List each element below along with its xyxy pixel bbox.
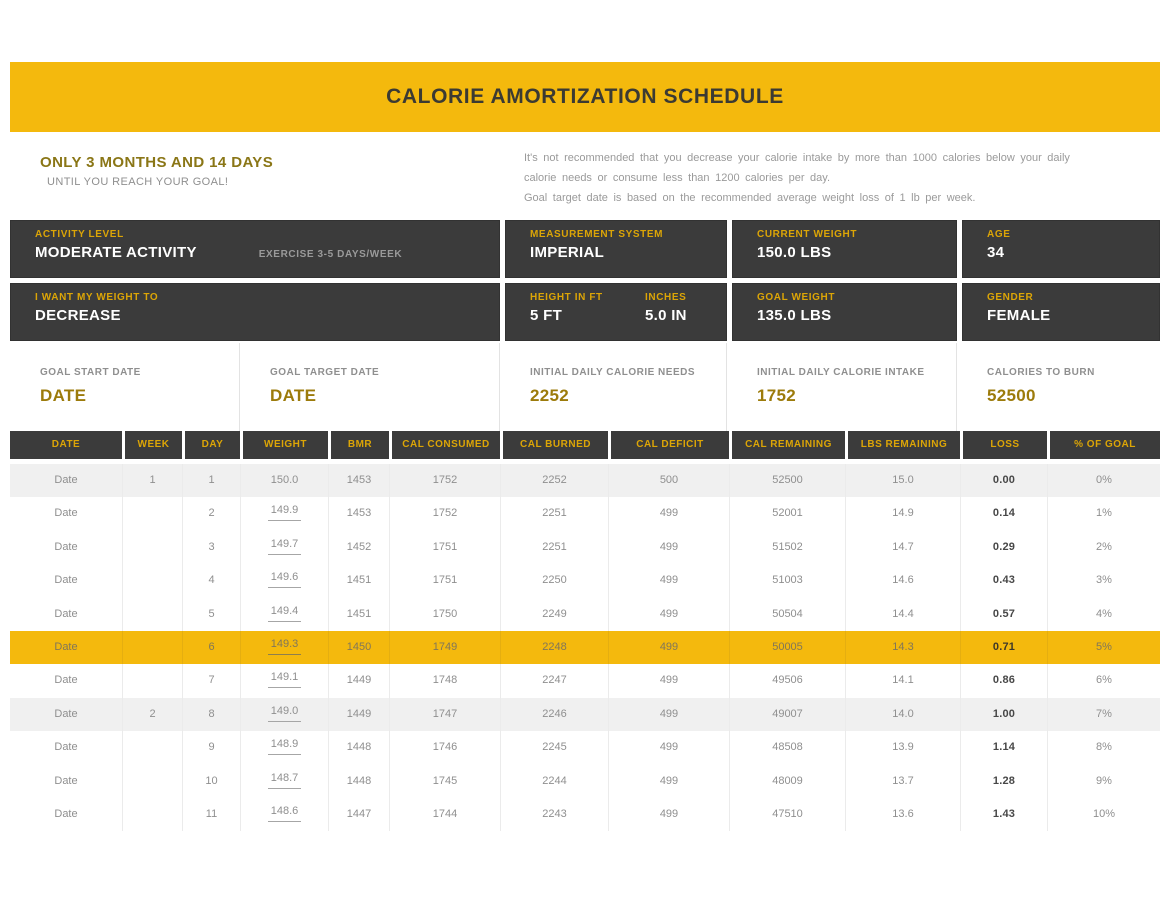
cell-day: 2	[182, 497, 240, 530]
cell-weight[interactable]	[240, 731, 328, 764]
cell-loss: 1.28	[960, 765, 1047, 798]
calories-to-burn-cell	[957, 343, 1160, 431]
weight-entry[interactable]: 148.6	[268, 801, 302, 822]
cell-cal-consumed: 1747	[389, 698, 500, 731]
col-header-date: DATE	[10, 431, 122, 459]
cell-cal-consumed: 1745	[389, 765, 500, 798]
col-header-lbs-remaining: LBS REMAINING	[845, 431, 960, 459]
col-header-weight: WEIGHT	[240, 431, 328, 459]
summary-row	[10, 343, 1160, 431]
cell-bmr: 1453	[328, 497, 389, 530]
cell-cal-burned: 2244	[500, 765, 608, 798]
cell-cal-remaining: 50005	[729, 631, 845, 664]
cell-day: 5	[182, 598, 240, 631]
cell-weight[interactable]	[240, 564, 328, 597]
current-weight-value[interactable]: 150.0 LBS	[757, 244, 832, 261]
cell-bmr: 1449	[328, 698, 389, 731]
cell-cal-deficit: 499	[608, 564, 729, 597]
cell-cal-deficit: 499	[608, 598, 729, 631]
initial-calorie-needs-value: 2252	[530, 386, 570, 405]
cell-lbs-remaining: 14.9	[845, 497, 960, 530]
cell-day: 6	[182, 631, 240, 664]
cell-week	[122, 731, 182, 764]
cell-cal-burned: 2248	[500, 631, 608, 664]
cell-week	[122, 598, 182, 631]
cell-cal-remaining: 47510	[729, 798, 845, 831]
disclaimer-line: It's not recommended that you decrease your calorie intake by more than 1000 calories below your daily	[524, 152, 1070, 164]
cell-pct-of-goal: 9%	[1047, 765, 1160, 798]
activity-level-label: ACTIVITY LEVEL	[35, 229, 124, 240]
cell-day: 10	[182, 765, 240, 798]
cell-lbs-remaining: 14.4	[845, 598, 960, 631]
weight-entry[interactable]: 149.1	[268, 667, 302, 688]
cell-pct-of-goal: 10%	[1047, 798, 1160, 831]
table-row	[10, 464, 1160, 497]
cell-cal-deficit: 499	[608, 731, 729, 764]
cell-pct-of-goal: 3%	[1047, 564, 1160, 597]
age-label: AGE	[987, 229, 1011, 240]
panel-activity-level	[10, 220, 500, 278]
cell-pct-of-goal: 4%	[1047, 598, 1160, 631]
table-row	[10, 765, 1160, 798]
goal-target-date-label: GOAL TARGET DATE	[270, 367, 380, 378]
cell-date[interactable]: Date	[54, 640, 78, 653]
cell-week	[122, 497, 182, 530]
initial-calorie-needs-cell	[500, 343, 727, 431]
cell-cal-consumed: 1752	[389, 497, 500, 530]
table-row	[10, 564, 1160, 597]
cell-cal-remaining: 51003	[729, 564, 845, 597]
panel-height	[505, 283, 727, 341]
cell-bmr: 1451	[328, 598, 389, 631]
gender-value[interactable]: FEMALE	[987, 307, 1051, 324]
cell-cal-consumed: 1751	[389, 531, 500, 564]
height-in-value[interactable]: 5.0 IN	[645, 307, 687, 324]
cell-loss: 0.86	[960, 664, 1047, 697]
page-title: CALORIE AMORTIZATION SCHEDULE	[386, 85, 784, 108]
cell-bmr: 1447	[328, 798, 389, 831]
cell-cal-remaining: 52500	[729, 464, 845, 497]
cell-cal-consumed: 1744	[389, 798, 500, 831]
cell-week	[122, 564, 182, 597]
cell-loss: 1.43	[960, 798, 1047, 831]
cell-pct-of-goal: 8%	[1047, 731, 1160, 764]
cell-loss: 0.57	[960, 598, 1047, 631]
panel-weight-goal	[10, 283, 500, 341]
cell-date[interactable]: Date	[54, 474, 78, 486]
cell-cal-deficit: 499	[608, 664, 729, 697]
col-header--of-goal: % OF GOAL	[1047, 431, 1160, 459]
cell-weight[interactable]	[240, 798, 328, 831]
cell-loss: 0.71	[960, 631, 1047, 664]
weight-entry[interactable]: 149.7	[268, 534, 302, 555]
col-header-week: WEEK	[122, 431, 182, 459]
intro-section	[10, 132, 1160, 218]
cell-pct-of-goal: 1%	[1047, 497, 1160, 530]
height-ft-label: HEIGHT IN FT	[530, 292, 603, 303]
weight-entry[interactable]: 149.6	[268, 567, 302, 588]
cell-cal-deficit: 499	[608, 497, 729, 530]
goal-target-date-cell	[240, 343, 500, 431]
title-banner	[10, 62, 1160, 132]
cell-week: 2	[122, 698, 182, 731]
height-ft-value[interactable]: 5 FT	[530, 307, 563, 324]
goal-countdown-subtitle: UNTIL YOU REACH YOUR GOAL!	[47, 176, 229, 188]
weight-goal-value[interactable]: DECREASE	[35, 307, 121, 324]
cell-cal-deficit: 499	[608, 798, 729, 831]
measurement-system-value[interactable]: IMPERIAL	[530, 244, 605, 261]
cell-bmr: 1450	[328, 631, 389, 664]
goal-countdown-block	[40, 146, 510, 208]
cell-lbs-remaining: 13.7	[845, 765, 960, 798]
cell-date[interactable]: Date	[54, 674, 78, 687]
goal-start-date-cell	[10, 343, 240, 431]
weight-entry[interactable]: 149.4	[268, 601, 302, 622]
cell-pct-of-goal: 5%	[1047, 631, 1160, 664]
cell-week	[122, 531, 182, 564]
disclaimer-line: Goal target date is based on the recommended average weight loss of 1 lb per week.	[524, 192, 976, 204]
cell-cal-remaining: 48508	[729, 731, 845, 764]
cell-cal-consumed: 1748	[389, 664, 500, 697]
weight-entry[interactable]: 148.7	[268, 768, 302, 789]
cell-cal-remaining: 48009	[729, 765, 845, 798]
cell-lbs-remaining: 14.6	[845, 564, 960, 597]
col-header-cal-burned: CAL BURNED	[500, 431, 608, 459]
cell-day: 3	[182, 531, 240, 564]
cell-cal-burned: 2246	[500, 698, 608, 731]
col-header-loss: LOSS	[960, 431, 1047, 459]
table-row	[10, 731, 1160, 764]
cell-cal-remaining: 49007	[729, 698, 845, 731]
gender-label: GENDER	[987, 292, 1034, 303]
initial-calorie-intake-value: 1752	[757, 386, 797, 405]
cell-weight[interactable]	[240, 631, 328, 664]
cell-lbs-remaining: 14.7	[845, 531, 960, 564]
cell-weight[interactable]	[240, 664, 328, 697]
goal-start-date-label: GOAL START DATE	[40, 367, 141, 378]
weight-entry[interactable]: 149.9	[268, 500, 302, 521]
cell-pct-of-goal: 2%	[1047, 531, 1160, 564]
cell-bmr: 1451	[328, 564, 389, 597]
cell-cal-burned: 2252	[500, 464, 608, 497]
settings-panels	[10, 220, 1160, 341]
initial-calorie-intake-cell	[727, 343, 957, 431]
cell-pct-of-goal: 7%	[1047, 698, 1160, 731]
cell-bmr: 1452	[328, 531, 389, 564]
table-row	[10, 631, 1160, 664]
height-in-block	[645, 292, 687, 324]
goal-countdown: ONLY 3 MONTHS AND 14 DAYS	[40, 154, 274, 171]
cell-cal-burned: 2250	[500, 564, 608, 597]
initial-calorie-intake-label: INITIAL DAILY CALORIE INTAKE	[757, 367, 925, 378]
cell-lbs-remaining: 14.3	[845, 631, 960, 664]
cell-cal-remaining: 51502	[729, 531, 845, 564]
initial-calorie-needs-label: INITIAL DAILY CALORIE NEEDS	[530, 367, 696, 378]
cell-cal-consumed: 1749	[389, 631, 500, 664]
cell-date[interactable]: Date	[54, 507, 78, 520]
cell-lbs-remaining: 14.1	[845, 664, 960, 697]
col-header-cal-deficit: CAL DEFICIT	[608, 431, 729, 459]
cell-weight[interactable]	[240, 698, 328, 731]
cell-date[interactable]: Date	[54, 807, 78, 820]
panel-goal-weight	[732, 283, 957, 341]
cell-date[interactable]: Date	[54, 741, 78, 754]
calories-to-burn-label: CALORIES TO BURN	[987, 367, 1095, 378]
weight-entry[interactable]: 149.3	[268, 634, 302, 655]
cell-cal-deficit: 500	[608, 464, 729, 497]
cell-pct-of-goal: 0%	[1047, 464, 1160, 497]
cell-lbs-remaining: 14.0	[845, 698, 960, 731]
cell-cal-remaining: 49506	[729, 664, 845, 697]
cell-loss: 0.14	[960, 497, 1047, 530]
height-in-label: INCHES	[645, 292, 687, 303]
cell-bmr: 1449	[328, 664, 389, 697]
col-header-bmr: BMR	[328, 431, 389, 459]
cell-day: 7	[182, 664, 240, 697]
activity-level-value[interactable]: MODERATE ACTIVITY	[35, 244, 197, 261]
cell-weight[interactable]	[240, 497, 328, 530]
panel-gender	[962, 283, 1160, 341]
cell-weight[interactable]	[240, 531, 328, 564]
cell-day: 1	[182, 464, 240, 497]
goal-start-date-value[interactable]: DATE	[40, 386, 87, 405]
height-ft-block	[530, 292, 645, 324]
cell-pct-of-goal: 6%	[1047, 664, 1160, 697]
cell-cal-burned: 2251	[500, 497, 608, 530]
cell-cal-burned: 2247	[500, 664, 608, 697]
cell-cal-remaining: 50504	[729, 598, 845, 631]
cell-loss: 0.43	[960, 564, 1047, 597]
cell-cal-burned: 2243	[500, 798, 608, 831]
panel-current-weight	[732, 220, 957, 278]
activity-level-note: EXERCISE 3-5 DAYS/WEEK	[258, 249, 403, 260]
cell-weight[interactable]: 150.0	[240, 464, 328, 497]
col-header-cal-remaining: CAL REMAINING	[729, 431, 845, 459]
cell-bmr: 1448	[328, 731, 389, 764]
cell-cal-burned: 2249	[500, 598, 608, 631]
cell-lbs-remaining: 13.9	[845, 731, 960, 764]
cell-date[interactable]: Date	[54, 574, 78, 587]
table-row	[10, 798, 1160, 831]
cell-cal-burned: 2251	[500, 531, 608, 564]
cell-week	[122, 798, 182, 831]
cell-cal-consumed: 1752	[389, 464, 500, 497]
cell-day: 11	[182, 798, 240, 831]
cell-cal-burned: 2245	[500, 731, 608, 764]
cell-date[interactable]: Date	[54, 607, 78, 620]
cell-date[interactable]: Date	[54, 707, 78, 720]
cell-cal-consumed: 1751	[389, 564, 500, 597]
measurement-system-label: MEASUREMENT SYSTEM	[530, 229, 664, 240]
weight-goal-label: I WANT MY WEIGHT TO	[35, 292, 159, 303]
goal-target-date-value[interactable]: DATE	[270, 386, 317, 405]
panel-measurement-system	[505, 220, 727, 278]
cell-cal-deficit: 499	[608, 698, 729, 731]
current-weight-label: CURRENT WEIGHT	[757, 229, 858, 240]
schedule-table	[10, 464, 1160, 831]
cell-week	[122, 664, 182, 697]
weight-entry[interactable]: 148.9	[268, 734, 302, 755]
cell-cal-remaining: 52001	[729, 497, 845, 530]
cell-bmr: 1453	[328, 464, 389, 497]
cell-loss: 1.00	[960, 698, 1047, 731]
disclaimer-line: calorie needs or consume less than 1200 calories per day.	[524, 172, 831, 184]
cell-cal-deficit: 499	[608, 631, 729, 664]
panel-age	[962, 220, 1160, 278]
col-header-day: DAY	[182, 431, 240, 459]
schedule-header	[10, 431, 1160, 459]
table-row	[10, 497, 1160, 530]
cell-weight[interactable]	[240, 598, 328, 631]
calories-to-burn-value: 52500	[987, 386, 1036, 405]
table-row	[10, 598, 1160, 631]
cell-loss: 0.00	[960, 464, 1047, 497]
disclaimer-text	[524, 146, 1142, 208]
cell-cal-deficit: 499	[608, 765, 729, 798]
cell-week	[122, 631, 182, 664]
cell-date[interactable]: Date	[54, 774, 78, 787]
cell-day: 4	[182, 564, 240, 597]
cell-lbs-remaining: 13.6	[845, 798, 960, 831]
cell-week	[122, 765, 182, 798]
weight-entry[interactable]: 149.0	[268, 701, 302, 722]
cell-week: 1	[122, 464, 182, 497]
cell-cal-consumed: 1750	[389, 598, 500, 631]
cell-day: 8	[182, 698, 240, 731]
cell-date[interactable]: Date	[54, 540, 78, 553]
cell-cal-consumed: 1746	[389, 731, 500, 764]
table-row	[10, 664, 1160, 697]
cell-loss: 1.14	[960, 731, 1047, 764]
cell-lbs-remaining: 15.0	[845, 464, 960, 497]
col-header-cal-consumed: CAL CONSUMED	[389, 431, 500, 459]
goal-weight-label: GOAL WEIGHT	[757, 292, 836, 303]
cell-day: 9	[182, 731, 240, 764]
cell-weight[interactable]	[240, 765, 328, 798]
table-row	[10, 531, 1160, 564]
age-value[interactable]: 34	[987, 244, 1005, 261]
cell-cal-deficit: 499	[608, 531, 729, 564]
cell-loss: 0.29	[960, 531, 1047, 564]
cell-bmr: 1448	[328, 765, 389, 798]
goal-weight-value[interactable]: 135.0 LBS	[757, 307, 832, 324]
table-row	[10, 698, 1160, 731]
